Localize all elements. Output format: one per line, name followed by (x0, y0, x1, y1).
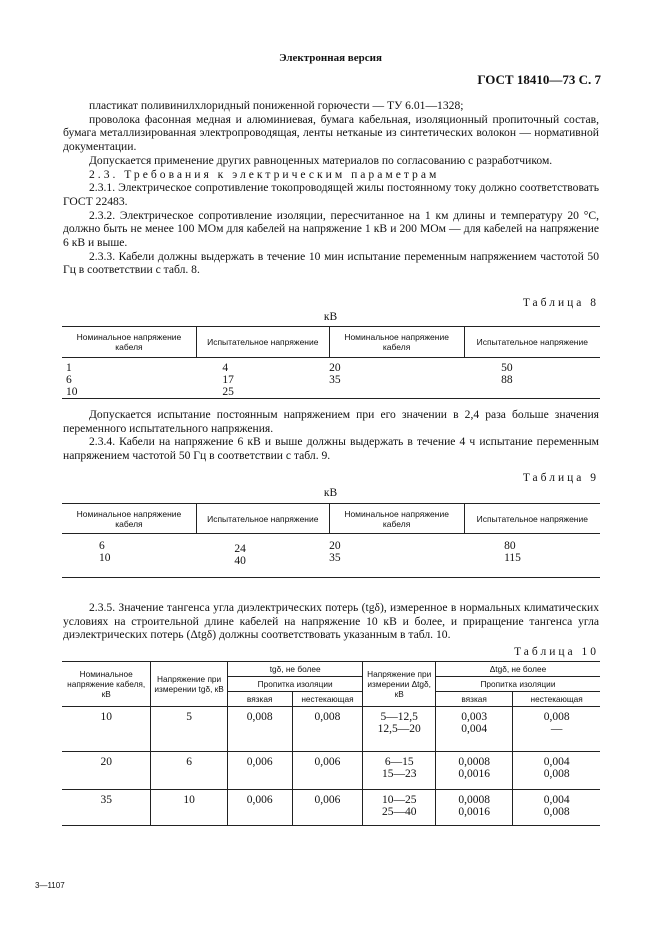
table8-cell: 1 (66, 362, 72, 374)
table8-cell: 10 (66, 386, 78, 398)
table9-cell: 35 (329, 552, 341, 564)
table9-col3 (329, 534, 464, 578)
paragraph-dc-test: Допускается испытание постоянным напряжением при его значении в 2,4 раза больше значения переменного испытательного напряжения. (63, 408, 599, 435)
table10-cell: 0,008 (227, 707, 292, 752)
table10-cell: 0,0016 (458, 806, 490, 818)
table8-col3 (329, 358, 464, 399)
table9-caption: Таблица 9 (522, 472, 599, 484)
intro-line-3: Допускается применение других равноценных материалов по согласованию с разработчиком. (89, 153, 553, 167)
table8-cell: 4 (222, 362, 229, 374)
table10-cell: 0,004 (461, 723, 488, 735)
paragraph-2-3-3: 2.3.3. Кабели должны выдержать в течение 10 мин испытание переменным напряжением частотой 50 Гц в соответствии с табл. 8. (63, 249, 599, 277)
table9-cell: 10 (99, 552, 111, 564)
table9-header-test-2: Испытательное напряжение (476, 513, 588, 524)
middle-block (63, 408, 599, 463)
table10-cell: 0,0008 (458, 794, 490, 806)
table10-cell: 0,008 (543, 806, 570, 818)
table10-cell: 20 (62, 752, 151, 790)
table8-caption: Таблица 8 (522, 297, 599, 309)
table8-cell: 6 (66, 374, 72, 386)
table10-cell: 10 (151, 790, 227, 826)
table10-cell-group (435, 707, 512, 752)
table10-cell: 5 (151, 707, 227, 752)
header-title: Электронная версия (279, 52, 382, 64)
table10-header-tg: tgδ, не более (227, 662, 363, 677)
paragraph-2-3-5-block (63, 601, 599, 642)
table10-cell: 35 (62, 790, 151, 826)
gost-page-number: ГОСТ 18410—73 С. 7 (477, 72, 601, 87)
table8-col4 (464, 358, 600, 399)
intro-line-2: проволока фасонная медная и алюминиевая, бумага кабельная, изоляционный пропиточный состав, бумага металлизированная электропроводящая, ленты нетканые из синтетических волокон — нормативной документации. (63, 112, 599, 154)
table9-cell: 80 (504, 540, 516, 552)
section-heading-2-3: 2.3. Требования к электрическим параметрам (89, 167, 440, 181)
paragraph-2-3-2: 2.3.2. Электрическое сопротивление изоляции, пересчитанное на 1 км длины и температуру 20 °С, должно быть не менее 100 МОм для кабелей на напряжение 1 кВ и 200 МОм — для кабелей на напряжение 6 кВ и выше. (63, 208, 599, 250)
table10-header-nonflowing-1: нестекающая (292, 692, 363, 707)
table10-cell: 0,008 (543, 768, 570, 780)
table10-header-viscous-2: вязкая (435, 692, 512, 707)
footer-code: 3—1107 (35, 881, 65, 890)
table9-col1 (62, 534, 196, 578)
table-row (62, 790, 600, 826)
table10-cell: 0,0008 (458, 756, 490, 768)
table10-cell-group (513, 752, 600, 790)
table10-cell: 0,006 (227, 790, 292, 826)
table8-header-test-1: Испытательное напряжение (196, 327, 329, 358)
table8-cell: 20 (329, 362, 341, 374)
table10-cell-group (513, 707, 600, 752)
table10-header-meas2: Напряжение при измерении Δtgδ, кВ (363, 662, 435, 707)
table10-cell: 0,008 (543, 711, 570, 723)
table8-cell: 35 (329, 374, 341, 386)
table8-header-nominal-1: Номинальное напряжение кабеля (62, 327, 196, 358)
table10-cell-group (435, 790, 512, 826)
intro-block (63, 99, 599, 277)
table10-cell: 15—23 (381, 768, 417, 780)
table8-cell: 88 (501, 374, 513, 386)
table10-header-nominal: Номинальное напряжение кабеля, кВ (62, 662, 151, 707)
table10-header-meas: Напряжение при измерении tgδ, кВ (151, 662, 227, 707)
table8-col1 (62, 358, 196, 399)
table9-cell: 115 (504, 552, 521, 564)
table-row (62, 707, 600, 752)
table9-header-test-1: Испытательное напряжение (196, 504, 329, 534)
table9-header-nominal-1: Номинальное напряжение кабеля (62, 504, 196, 534)
table8-header-test-2: Испытательное напряжение (476, 337, 588, 347)
table10-header-impregnation-1: Пропитка изоляции (227, 677, 363, 692)
table9-cell: 24 (234, 543, 246, 555)
table8-cell: 50 (501, 362, 513, 374)
table8-cell: 25 (222, 386, 234, 398)
paragraph-2-3-5: 2.3.5. Значение тангенса угла диэлектрических потерь (tgδ), измеренное в нормальных климатических условиях на строительной длине кабелей на напряжение 10 кВ и более, и приращение тангенса угла диэлектрических потерь (Δtgδ) должны соответствовать указанным в табл. 10. (63, 601, 599, 642)
table9-cell: 40 (234, 555, 246, 567)
table8-cell: 17 (222, 374, 234, 386)
table9 (62, 503, 600, 578)
table10-cell: 0,004 (543, 756, 570, 768)
table9-header-nominal-2: Номинальное напряжение кабеля (329, 504, 464, 534)
table10-header-dtg: Δtgδ, не более (435, 662, 600, 677)
table9-unit: кВ (323, 487, 338, 499)
table10-cell: 0,006 (292, 790, 363, 826)
table9-col2 (196, 534, 329, 578)
table10-cell: 12,5—20 (377, 723, 421, 735)
table-row (62, 752, 600, 790)
table10-cell: 0,006 (227, 752, 292, 790)
paragraph-2-3-1: 2.3.1. Электрическое сопротивление токопроводящей жилы постоянному току должно соответствовать ГОСТ 22483. (63, 181, 599, 208)
table10-cell: 0,008 (292, 707, 363, 752)
table10-cell: 6—15 (384, 756, 414, 768)
table10 (62, 661, 600, 826)
table8-col2 (196, 358, 329, 399)
table10-caption: Таблица 10 (514, 646, 599, 658)
table10-cell-group (363, 790, 435, 826)
table10-cell-group (363, 752, 435, 790)
table10-cell-group (435, 752, 512, 790)
table10-cell: 0,006 (292, 752, 363, 790)
table10-cell-group (363, 707, 435, 752)
table10-cell: 10—25 (381, 794, 417, 806)
table9-cell: 6 (99, 540, 105, 552)
table10-cell: 25—40 (381, 806, 417, 818)
table10-cell: 5—12,5 (380, 711, 418, 723)
table10-header-impregnation-2: Пропитка изоляции (435, 677, 600, 692)
table10-header-viscous-1: вязкая (227, 692, 292, 707)
table10-cell: 6 (151, 752, 227, 790)
table9-cell: 20 (329, 540, 341, 552)
table10-cell-group (513, 790, 600, 826)
table8-header-nominal-2: Номинальное напряжение кабеля (329, 327, 464, 358)
table9-col4 (464, 534, 600, 578)
table10-cell: 0,003 (461, 711, 488, 723)
paragraph-2-3-4: 2.3.4. Кабели на напряжение 6 кВ и выше должны выдержать в течение 4 ч испытание переменным напряжением частотой 50 Гц в соответствии с табл. 9. (63, 435, 599, 463)
table8-unit: кВ (323, 311, 338, 323)
intro-line-1: пластикат поливинилхлоридный пониженной горючести — ТУ 6.01—1328; (89, 99, 464, 112)
table10-cell: 10 (62, 707, 151, 752)
table10-cell: 0,004 (543, 794, 570, 806)
table10-cell: 0,0016 (458, 768, 490, 780)
table8 (62, 326, 600, 399)
table10-header-nonflowing-2: нестекающая (530, 694, 583, 704)
table10-cell: — (550, 723, 563, 735)
